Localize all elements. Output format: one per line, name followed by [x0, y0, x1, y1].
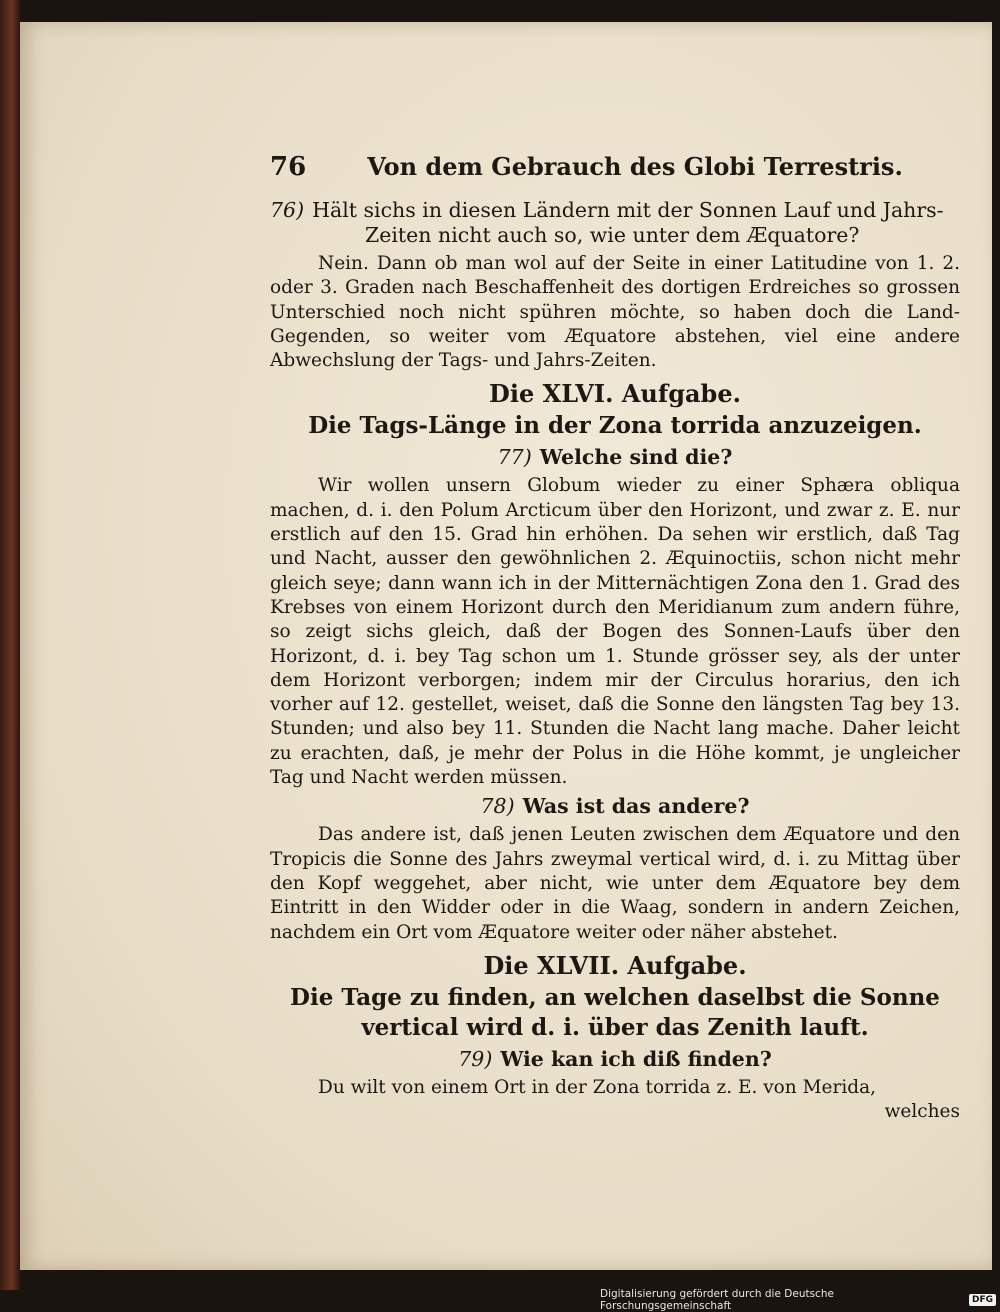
footer-credit: Digitalisierung gefördert durch die Deutsche Forschungsgemeinschaft: [600, 1287, 834, 1312]
question-76: [270, 198, 960, 248]
aufgabe-46-subheading: Die Tags-Länge in der Zona torrida anzuzeigen.: [308, 412, 922, 440]
answer-78: Das andere ist, daß jenen Leuten zwischen dem Æquatore und den Tropicis die Sonne des Jahrs zweymal vertical wird, d. i. zu Mittag über den Kopf weggehet, aber nicht, wie unter dem Æquatore bey dem Eintritt in den Widder oder in die Waag, sondern in andern Zeichen, nachdem ein Ort vom Æquatore weiter oder näher abstehet.: [270, 824, 960, 943]
page-number: 76: [270, 152, 307, 182]
question-number: 79): [458, 1046, 493, 1071]
running-header: [270, 152, 960, 198]
question-text: Hält sichs in diesen Ländern mit der Sonnen Lauf und Jahrs-Zeiten nicht auch so, wie unter dem Æquatore?: [312, 198, 944, 247]
answer-76: Nein. Dann ob man wol auf der Seite in einer Latitudine von 1. 2. oder 3. Graden nach Beschaffenheit des dortigen Erdreiches so grossen Unterschied noch nicht spühren möchte, so haben doch die Land-Gegenden, so weiter vom Æquatore abstehen, viel eine andere Abwechslung der Tags- und Jahrs-Zeiten.: [270, 253, 960, 372]
page-content: [270, 152, 960, 1124]
aufgabe-46-heading: Die XLVI. Aufgabe.: [489, 379, 741, 409]
question-text: Wie kan ich diß finden?: [500, 1046, 772, 1071]
question-number: 77): [497, 445, 532, 470]
question-77: [270, 445, 960, 470]
book-page: [20, 22, 992, 1270]
aufgabe-47-subheading: Die Tage zu finden, an welchen daselbst die Sonne vertical wird d. i. über das Zenith lauft.: [290, 983, 940, 1041]
question-text: Was ist das andere?: [522, 794, 750, 819]
running-title: Von dem Gebrauch des Globi Terrestris.: [367, 152, 903, 181]
question-number: 76): [270, 198, 305, 222]
question-text: Welche sind die?: [539, 445, 733, 470]
question-78: [270, 794, 960, 819]
digitization-footer: [600, 1287, 1000, 1312]
question-79: [270, 1047, 960, 1072]
question-number: 78): [480, 794, 515, 819]
answer-79: Du wilt von einem Ort in der Zona torrida z. E. von Merida,: [318, 1076, 877, 1098]
answer-77: Wir wollen unsern Globum wieder zu einer Sphæra obliqua machen, d. i. den Polum Arcticum über den Horizont, und zwar z. E. nur erstlich auf den 15. Grad hin erhöhen. Da sehen wir erstlich, daß Tag und Nacht, ausser den gewöhnlichen 2. Æquinoctiis, schon nicht mehr gleich seye; dann wann ich in der Mitternächtigen Zona den 1. Grad des Krebses von einem Horizont durch den Meridianum zum andern führe, so zeigt sichs gleich, daß der Bogen des Sonnen-Laufs über den Horizont, d. i. bey Tag schon um 1. Stunde grösser sey, als der unter dem Horizont verborgen; indem mir der Circulus horarius, den ich vorher auf 12. gestellet, weiset, daß die Sonne den längsten Tag bey 13. Stunden; und also bey 11. Stunden die Nacht lang mache. Daher leicht zu erachten, daß, je mehr der Polus in die Höhe kommt, je ungleicher Tag und Nacht werden müssen.: [270, 475, 960, 789]
catchword: welches: [884, 1101, 960, 1123]
dfg-logo: DFG: [969, 1294, 996, 1306]
aufgabe-47-heading: Die XLVII. Aufgabe.: [483, 950, 747, 980]
book-spine: [0, 0, 20, 1290]
